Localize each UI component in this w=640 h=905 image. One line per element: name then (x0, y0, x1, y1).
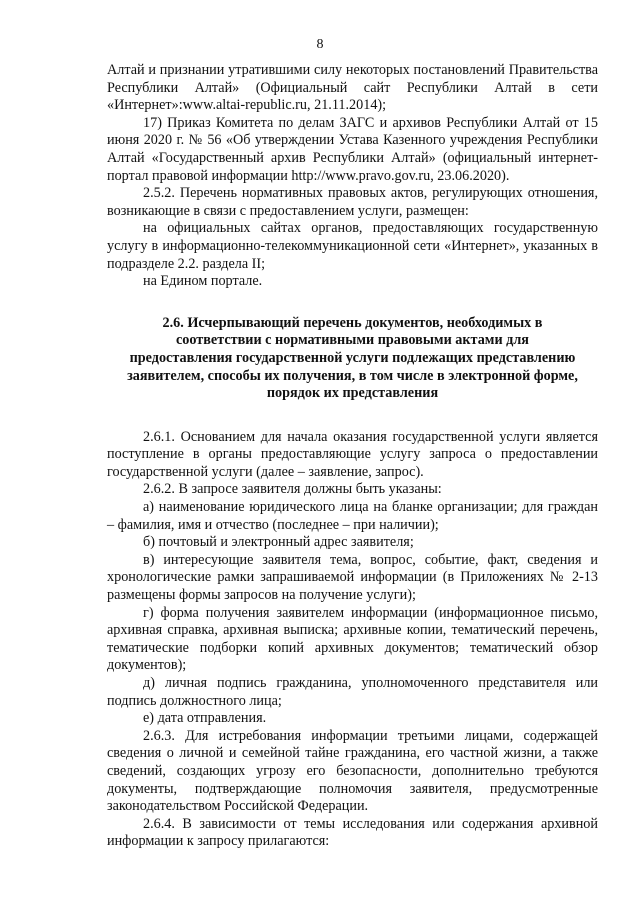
paragraph-2-6-2: 2.6.2. В запросе заявителя должны быть указаны: (143, 481, 442, 498)
paragraph-2-6-3: 2.6.3. Для истребования информации третьими лицами, содержащей сведения о личной и семейной тайне гражданина, его частной жизни, а также сведений, создающих угрозу его безопасности, дополнительно требуются документы, подтверждающие полномочия заявителя, предусмотренные законодательством Российской Федерации. (107, 727, 598, 815)
document-body (107, 62, 598, 851)
list-item-a: а) наименование юридического лица на бланке организации; для граждан – фамилия, имя и отчество (последнее – при наличии); (107, 499, 598, 533)
heading-line: 2.6. Исчерпывающий перечень документов, необходимых в (162, 314, 543, 331)
list-item-d: д) личная подпись гражданина, уполномоченного представителя или подпись должностного лица; (107, 675, 598, 709)
page-number: 8 (316, 37, 324, 52)
heading-line: заявителем, способы их получения, в том числе в электронной форме, (127, 367, 578, 384)
paragraph-2-6-1: 2.6.1. Основанием для начала оказания государственной услуги является поступление в органы предоставляющие услугу запроса о предоставлении государственной услуги (далее – заявление, запрос). (107, 428, 598, 480)
paragraph-continuation: Алтай и признании утратившими силу некоторых постановлений Правительства Республики Алтай» (Официальный сайт Республики Алтай в сети «Интернет»:www.altai-republic.ru, 21.11.2014); (107, 62, 598, 114)
heading-line: соответствии с нормативными правовыми актами для (175, 332, 529, 349)
paragraph-official-sites: на официальных сайтах органов, предоставляющих государственную услугу в информационно-телекоммуникационной сети «Интернет», указанных в подразделе 2.2. раздела II; (107, 220, 598, 272)
heading-line: предоставления государственной услуги подлежащих представлению (129, 349, 576, 366)
section-heading-2-6 (107, 315, 598, 403)
paragraph-unified-portal: на Едином портале. (143, 273, 263, 290)
paragraph-2-6-4: 2.6.4. В зависимости от темы исследования или содержания архивной информации к запросу прилагаются: (107, 815, 598, 850)
paragraph-item-17: 17) Приказ Комитета по делам ЗАГС и архивов Республики Алтай от 15 июня 2020 г. № 56 «Об утверждении Устава Казенного учреждения Республики Алтай «Государственный архив Республики Алтай» (официальный интернет-портал правовой информации http://www.pravo.gov.ru, 23.06.2020). (107, 114, 598, 184)
paragraph-2-5-2: 2.5.2. Перечень нормативных правовых актов, регулирующих отношения, возникающие в связи с предоставлением услуги, размещен: (107, 185, 598, 219)
list-item-b: б) почтовый и электронный адрес заявителя; (143, 534, 414, 551)
heading-line: порядок их представления (266, 385, 439, 402)
list-item-g: г) форма получения заявителем информации (информационное письмо, архивная справка, архивная выписка; архивные копии, тематический перечень, тематические подборки копий архивных документов; тематический обзор документов); (107, 604, 598, 674)
list-item-e: е) дата отправления. (143, 710, 267, 727)
list-item-v: в) интересующие заявителя тема, вопрос, событие, факт, сведения и хронологические рамки запрашиваемой информации (в Приложениях № 2-13 размещены формы запросов на получение услуги); (107, 551, 598, 604)
